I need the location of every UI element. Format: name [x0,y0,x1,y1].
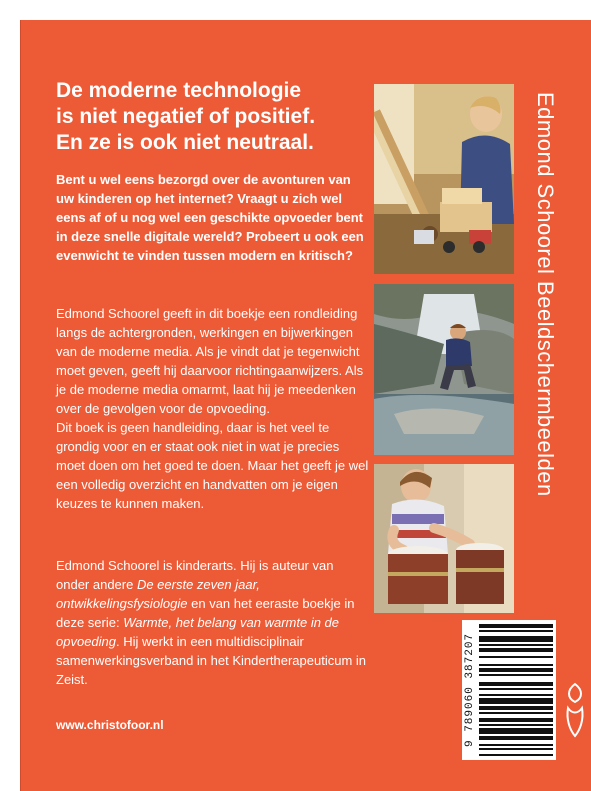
headline-line-1: De moderne technologie [56,79,302,102]
spine-title: Beeldschermbeelden [533,281,558,497]
author-bio-part-3: . Hij werkt in een multidisciplinair samenwerkingsverband in het Kindertherapeuticum in Zeist. [56,634,367,687]
photo-boy-on-rocks [374,284,514,455]
spine-text [533,92,568,512]
publisher-website[interactable]: www.christofoor.nl [56,718,164,732]
description-block [56,304,370,513]
isbn-barcode [462,620,556,760]
barcode-bars [479,624,553,756]
description-paragraph-2: Dit boek is geen handleiding, daar is het veel te grondig voor en er staat ook niet in wat je precies moet doen om het goed te doen. Maar het geeft je wel een volledig overzicht en handvatten om je eigen keuzes te kunnen maken. [56,420,369,511]
author-bio-book-title-2: Warmte, het belang van warmte in de opvoeding [56,615,340,649]
photo-boy-bongo-drums [374,464,514,613]
christofoor-logo-icon [564,680,586,745]
headline [56,78,356,156]
author-bio-part-1: Edmond Schoorel is kinderarts. Hij is auteur van onder andere [56,558,334,592]
intro-paragraph: Bent u wel eens bezorgd over de avonturen van uw kinderen op het internet? Vraagt u zich wel eens af of u nog wel een geschikte opvoeder bent in deze snelle digitale wereld? Probeert u ook een evenwicht te vinden tussen modern en kritisch? [56,172,364,263]
isbn-digits: 9 789060 387207 [464,632,476,748]
author-bio-part-2: en van het eeraste boekje in deze serie: [56,596,355,630]
photo-boy-wooden-toy [374,84,514,274]
description-paragraph: Edmond Schoorel geeft in dit boekje een rondleiding langs de achtergronden, werkingen en bijwerkingen van de moderne media. Als je vindt dat je tegenwicht moet geven, geeft hij daarvoor richtingaanwijzers. Als je de moderne media omarmt, laat hij je meedenken over de gevolgen voor de opvoeding. [56,306,364,416]
spine-author: Edmond Schoorel [533,92,558,275]
headline-line-2: is niet negatief of positief. [56,105,316,128]
author-bio-book-title-1: De eerste zeven jaar, ontwikkelingsfysiologie [56,577,260,611]
headline-line-3: En ze is ook niet neutraal. [56,131,314,154]
author-bio [56,556,370,689]
